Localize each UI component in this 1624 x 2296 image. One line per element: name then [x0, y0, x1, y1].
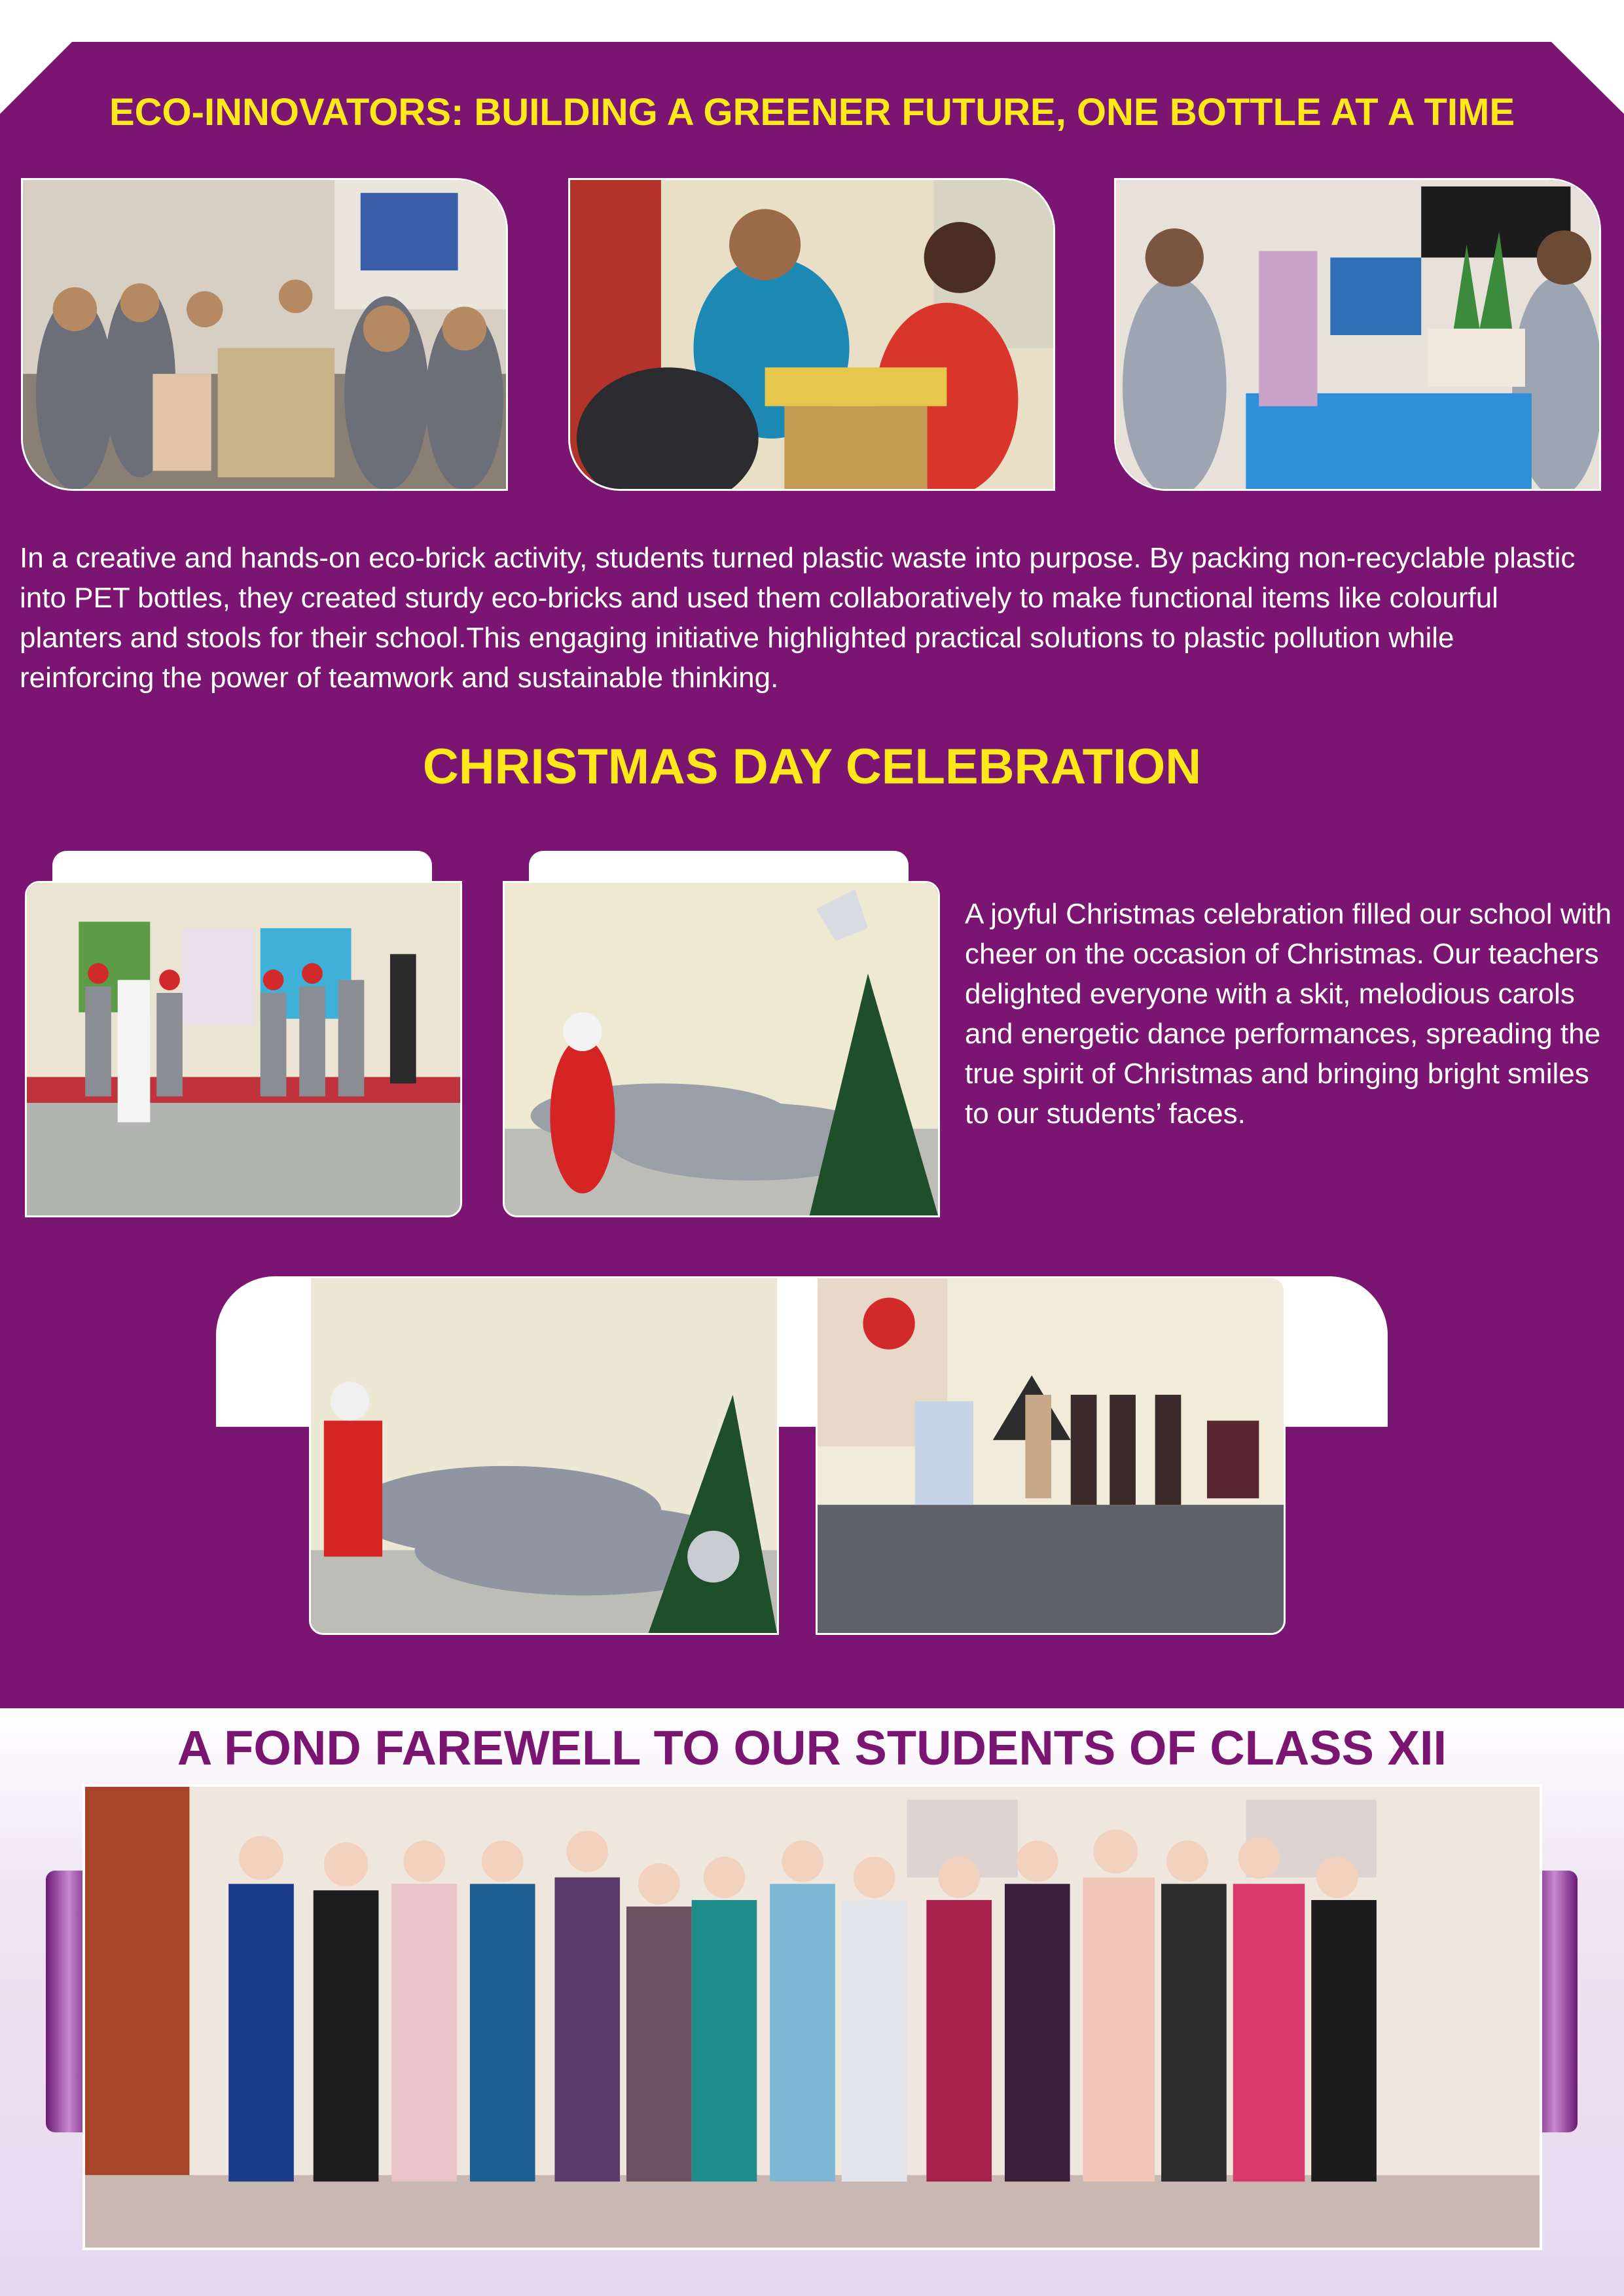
christmas-section-title: CHRISTMAS DAY CELEBRATION [422, 739, 1202, 795]
christmas-photo-santa-with-students [309, 1276, 779, 1635]
eco-section-title: ECO-INNOVATORS: BUILDING A GREENER FUTURE, ONE BOTTLE AT A TIME [109, 91, 1515, 134]
farewell-group-photo [82, 1784, 1542, 2250]
eco-photo-students-building-stool [568, 178, 1055, 491]
farewell-section-title: A FOND FAREWELL TO OUR STUDENTS OF CLASS XII [177, 1721, 1447, 1775]
christmas-photo-carol-singers [25, 881, 462, 1217]
eco-photo-students-with-ecobricks [21, 178, 508, 491]
christmas-photo-santa-dancing [503, 881, 940, 1217]
eco-photo-exhibition-table [1114, 178, 1601, 491]
christmas-description: A joyful Christmas celebration filled our school with cheer on the occasion of Christmas. Our teachers delighted everyone with a skit, melodious carols and energetic dance performances, spreading the true spirit of Christmas and bringing bright smiles to our students’ faces. [965, 898, 1612, 1130]
eco-description: In a creative and hands-on eco-brick activity, students turned plastic waste into purpose. By packing non-recyclable plastic into PET bottles, they created sturdy eco-bricks and used them collaboratively to make functional items like colourful planters and stools for their school.This engaging initiative highlighted practical solutions to plastic pollution while reinforcing the power of teamwork and sustainable thinking. [20, 542, 1576, 694]
christmas-photo-nativity-skit [816, 1276, 1286, 1635]
